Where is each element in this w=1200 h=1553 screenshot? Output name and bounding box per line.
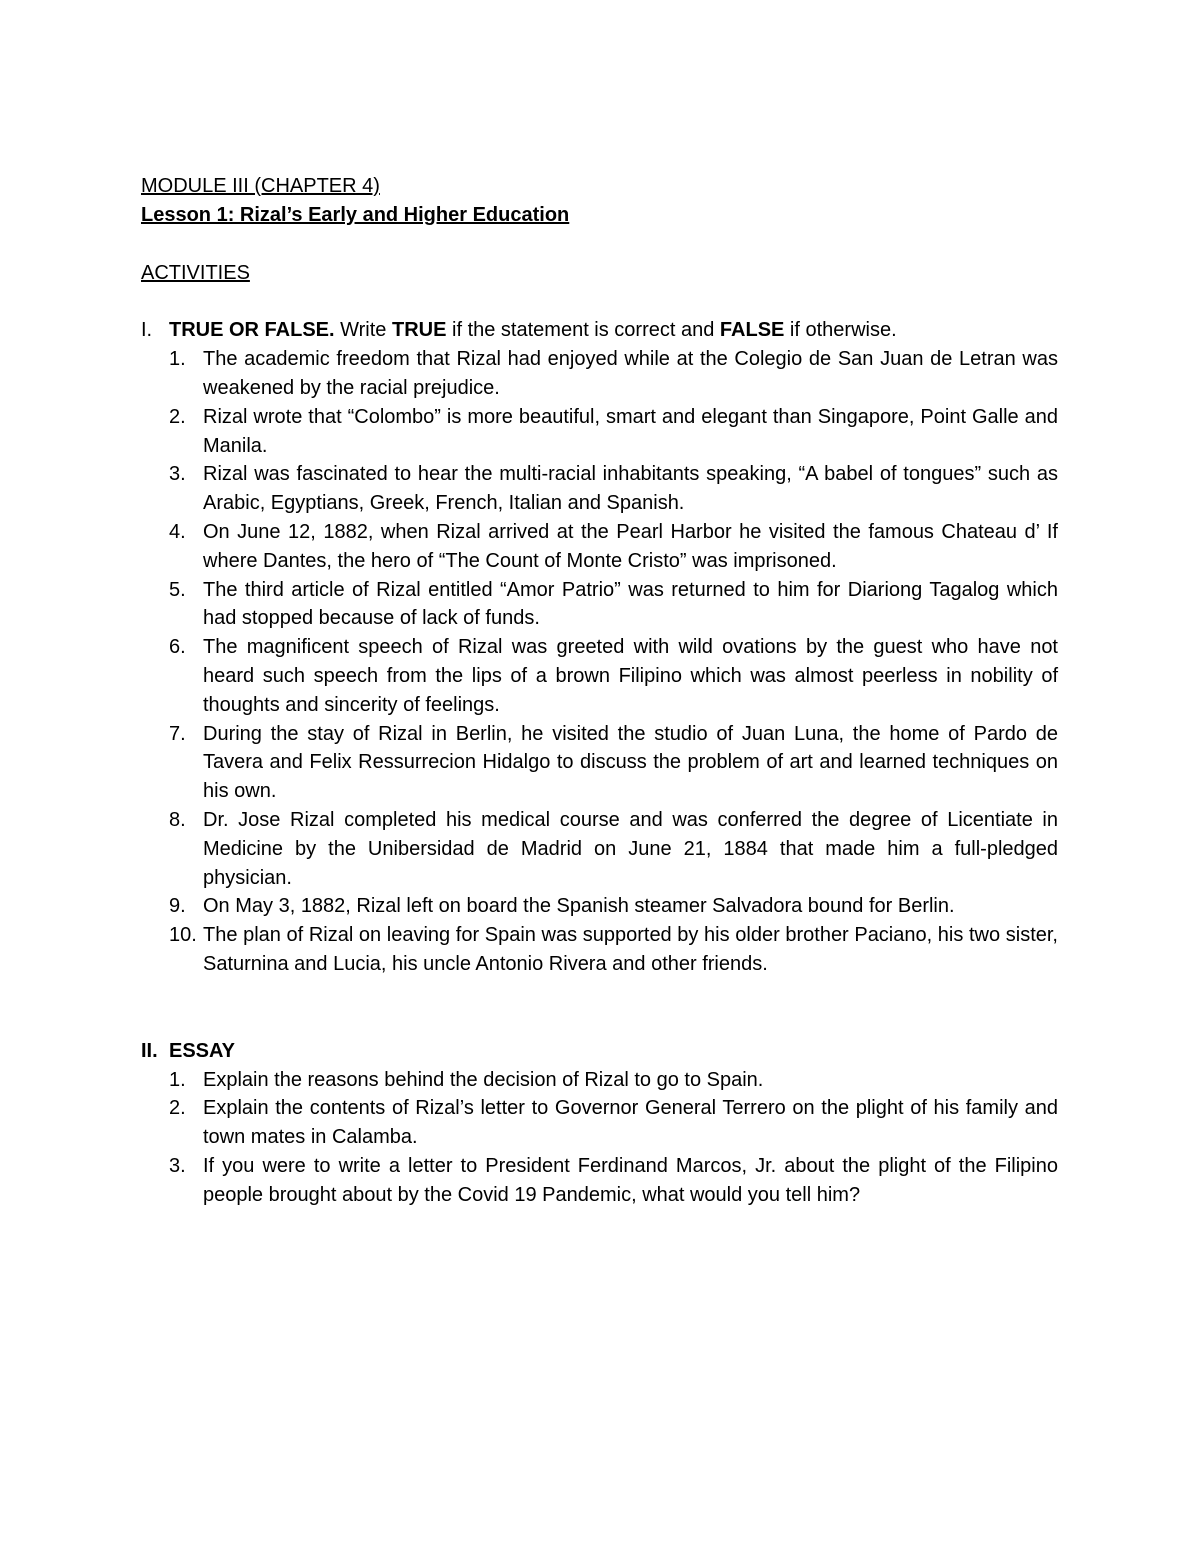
item-text: On May 3, 1882, Rizal left on board the Spanish steamer Salvadora bound for Berlin. [203, 895, 955, 918]
activities-heading: ACTIVITIES [141, 261, 250, 284]
item-text: Explain the contents of Rizal’s letter to Governor General Terrero on the plight of his family and town mates in Calamba. [203, 1097, 1058, 1149]
section-true-false-heading [141, 316, 1058, 345]
item-number: 3. [169, 1154, 186, 1177]
list-item [141, 403, 1058, 461]
list-item [141, 720, 1058, 806]
list-item [141, 633, 1058, 719]
instruction-false: FALSE [719, 319, 785, 342]
list-item [141, 576, 1058, 634]
section-numeral: II. [141, 1039, 158, 1062]
item-text: Dr. Jose Rizal completed his medical course and was conferred the degree of Licentiate in Medicine by the Unibersidad de Madrid on June 21, 1884 that made him a full-pledged physician. [203, 808, 1058, 889]
item-text: If you were to write a letter to President Ferdinand Marcos, Jr. about the plight of the Filipino people brought about by the Covid 19 Pandemic, what would you tell him? [203, 1154, 1058, 1206]
list-item [141, 1066, 1058, 1095]
item-text: The plan of Rizal on leaving for Spain was supported by his older brother Paciano, his two sister, Saturnina and Lucia, his uncle Antonio Rivera and other friends. [203, 924, 1058, 975]
module-title: MODULE III (CHAPTER 4) [141, 175, 380, 197]
item-number: 7. [169, 722, 186, 745]
list-item [141, 518, 1058, 576]
instruction-true: TRUE [392, 319, 447, 342]
item-number: 1. [169, 1068, 186, 1091]
list-item [141, 921, 1058, 979]
item-text: Rizal wrote that “Colombo” is more beautiful, smart and elegant than Singapore, Point Galle and Manila. [203, 405, 1058, 457]
section-numeral: I. [141, 319, 153, 342]
essay-list [141, 1066, 1058, 1210]
item-number: 8. [169, 808, 186, 831]
section-essay-heading [141, 1037, 1058, 1066]
item-number: 3. [169, 463, 186, 486]
list-item [141, 806, 1058, 892]
item-number: 10. [169, 924, 197, 947]
item-number: 9. [169, 895, 186, 918]
section-title: TRUE OR FALSE. [169, 319, 335, 342]
list-item [141, 1152, 1058, 1210]
list-item [141, 345, 1058, 403]
instruction-text: Write [334, 319, 392, 342]
item-number: 4. [169, 520, 186, 543]
item-text: During the stay of Rizal in Berlin, he visited the studio of Juan Luna, the home of Pardo de Tavera and Felix Ressurrecion Hidalgo to discuss the problem of art and learned techniques on his own. [203, 722, 1058, 803]
true-false-list [141, 345, 1058, 979]
item-text: On June 12, 1882, when Rizal arrived at the Pearl Harbor he visited the famous Chateau d’ If where Dantes, the hero of “The Count of Monte Cristo” was imprisoned. [203, 520, 1058, 572]
item-text: The third article of Rizal entitled “Amor Patrio” was returned to him for Diariong Tagalog which had stopped because of lack of funds. [203, 578, 1058, 630]
item-text: Explain the reasons behind the decision of Rizal to go to Spain. [203, 1068, 764, 1091]
item-number: 6. [169, 636, 186, 659]
item-number: 1. [169, 348, 186, 371]
instruction-text: if the statement is correct and [446, 319, 720, 342]
list-item [141, 1094, 1058, 1152]
lesson-title: Lesson 1: Rizal’s Early and Higher Education [141, 203, 570, 226]
section-title: ESSAY [169, 1039, 235, 1062]
item-text: Rizal was fascinated to hear the multi-racial inhabitants speaking, “A babel of tongues” such as Arabic, Egyptians, Greek, French, Italian and Spanish. [203, 463, 1058, 515]
item-number: 2. [169, 1097, 186, 1120]
item-number: 2. [169, 405, 186, 428]
item-number: 5. [169, 578, 186, 601]
list-item [141, 892, 1058, 921]
instruction-text: if otherwise. [784, 319, 897, 342]
item-text: The magnificent speech of Rizal was greeted with wild ovations by the guest who have not heard such speech from the lips of a brown Filipino which was almost peerless in nobility of thoughts and sincerity of feelings. [203, 636, 1058, 716]
list-item [141, 460, 1058, 518]
section-instructions [169, 316, 897, 345]
item-text: The academic freedom that Rizal had enjoyed while at the Colegio de San Juan de Letran was weakened by the racial prejudice. [203, 348, 1058, 399]
document-body [141, 172, 1058, 1210]
